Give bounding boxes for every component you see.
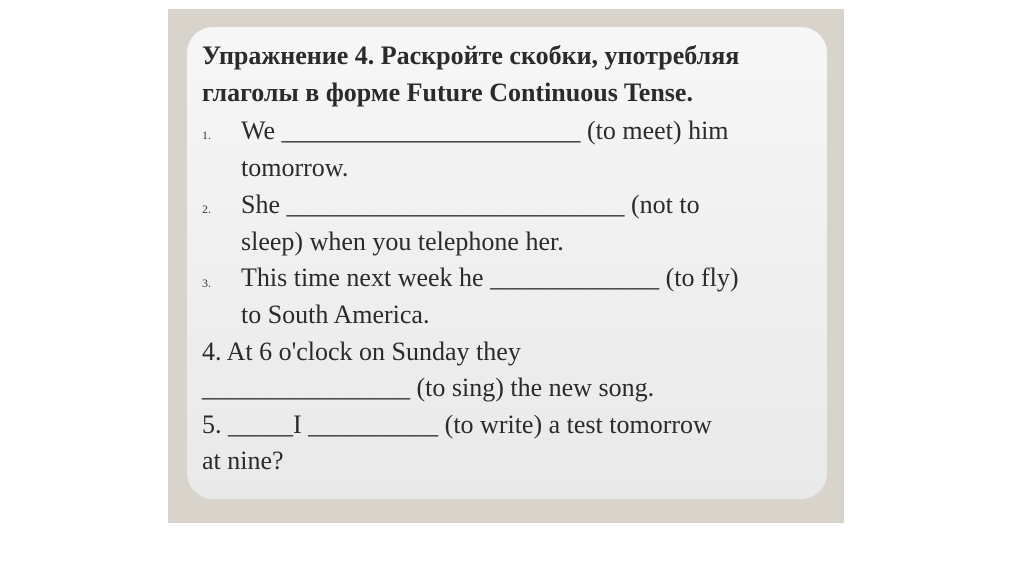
- item-2-number: 2.: [202, 202, 211, 216]
- item-5-line-2: at nine?: [202, 446, 284, 475]
- item-1-line-2: tomorrow.: [241, 153, 349, 182]
- item-2-line-1: She __________________________ (not to: [241, 190, 700, 219]
- item-2-line-2: sleep) when you telephone her.: [241, 227, 564, 256]
- title-line-2: глаголы в форме Future Continuous Tense.: [202, 78, 693, 107]
- item-3-line-2: to South America.: [241, 300, 430, 329]
- exercise-title: [202, 37, 822, 111]
- item-4-line-1: 4. At 6 o'clock on Sunday they: [202, 337, 521, 366]
- item-4-line-2: ________________ (to sing) the new song.: [202, 373, 655, 402]
- item-5-line-1: 5. _____I __________ (to write) a test tomorrow: [202, 410, 712, 439]
- item-3-number: 3.: [202, 276, 211, 290]
- item-1-number: 1.: [202, 128, 211, 142]
- item-3-line-1: This time next week he _____________ (to fly): [241, 263, 739, 292]
- exercise-card: [187, 27, 827, 499]
- title-line-1: Упражнение 4. Раскройте скобки, употребляя: [202, 41, 740, 70]
- item-1-line-1: We _______________________ (to meet) him: [241, 116, 729, 145]
- exercise-content: [187, 27, 827, 499]
